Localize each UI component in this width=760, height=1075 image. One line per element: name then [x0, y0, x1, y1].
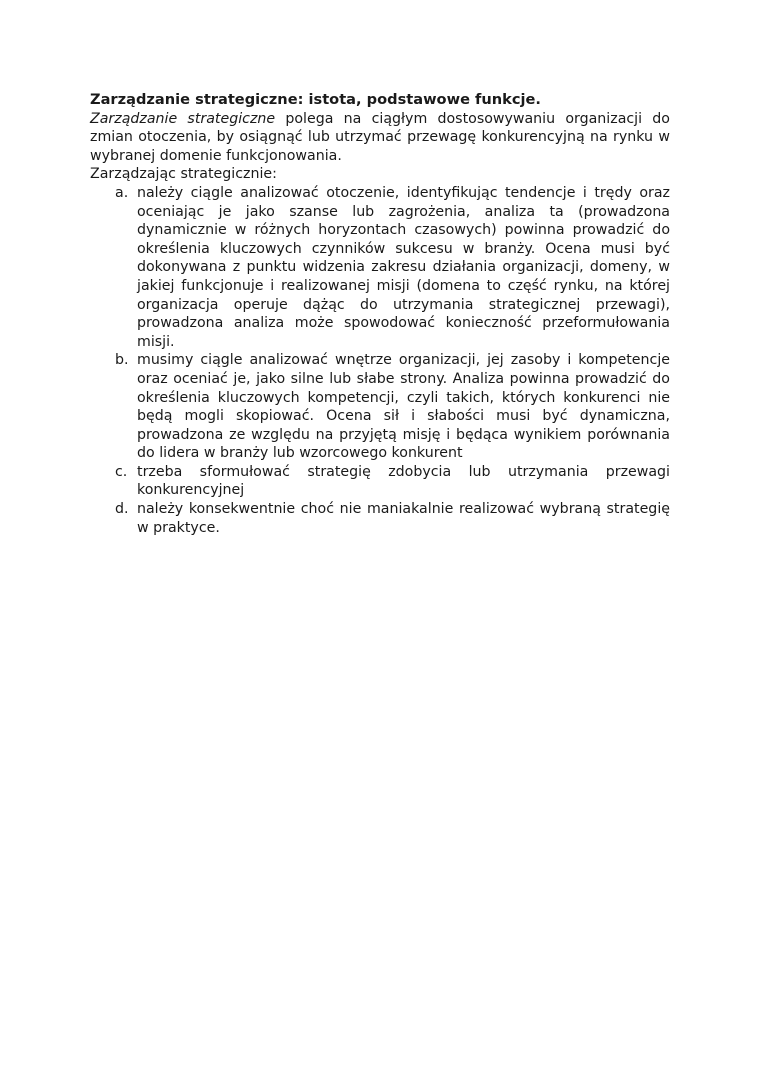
document-body [90, 91, 670, 537]
list-item-text: należy ciągle analizować otoczenie, identyfikując tendencje i trędy oraz oceniając je jako szanse lub zagrożenia, analiza ta (prowadzona dynamicznie w różnych horyzontach czasowych) powinna prowadzić do określenia kluczowych czynników sukcesu w branży. Ocena musi być dokonywana z punktu widzenia zakresu działania organizacji, domeny, w jakiej funkcjonuje i realizowanej misji (domena to część rynku, na której organizacja operuje dążąc do utrzymania strategicznej przewagi), prowadzona analiza może spowodować konieczność przeformułowania misji. [137, 184, 670, 350]
list-item-text: musimy ciągle analizować wnętrze organizacji, jej zasoby i kompetencje oraz oceniać je, jako silne lub słabe strony. Analiza powinna prowadzić do określenia kluczowych kompetencji, czyli takich, których konkurenci nie będą mogli skopiować. Ocena sił i słabości musi być dynamiczna, prowadzona ze względu na przyjętą misję i będąca wynikiem porównania do lidera w branży lub wzorcowego konkurent [137, 352, 670, 462]
definition-paragraph [90, 110, 670, 166]
list-item-text: należy konsekwentnie choć nie maniakalnie realizować wybraną strategię w praktyce. [137, 501, 670, 536]
list-item [90, 500, 670, 537]
list-item-marker: c. [115, 463, 128, 480]
list-item [90, 351, 670, 463]
list-item-marker: a. [115, 184, 129, 201]
definition-text: polega na ciągłym dostosowywaniu organizacji do zmian otoczenia, by osiągnąć lub utrzymać przewagę konkurencyjną na rynku w wybranej domenie funkcjonowania. [90, 110, 670, 164]
document-title: Zarządzanie strategiczne: istota, podstawowe funkcje. [90, 91, 541, 108]
list-lead: Zarządzając strategicznie: [90, 166, 277, 183]
list-item [90, 184, 670, 351]
list-item [90, 463, 670, 500]
function-list [90, 184, 670, 537]
list-item-marker: b. [115, 352, 129, 369]
list-item-marker: d. [115, 501, 129, 518]
definition-term: Zarządzanie strategiczne [90, 110, 276, 127]
list-item-text: trzeba sformułować strategię zdobycia lub utrzymania przewagi konkurencyjnej [137, 463, 670, 499]
